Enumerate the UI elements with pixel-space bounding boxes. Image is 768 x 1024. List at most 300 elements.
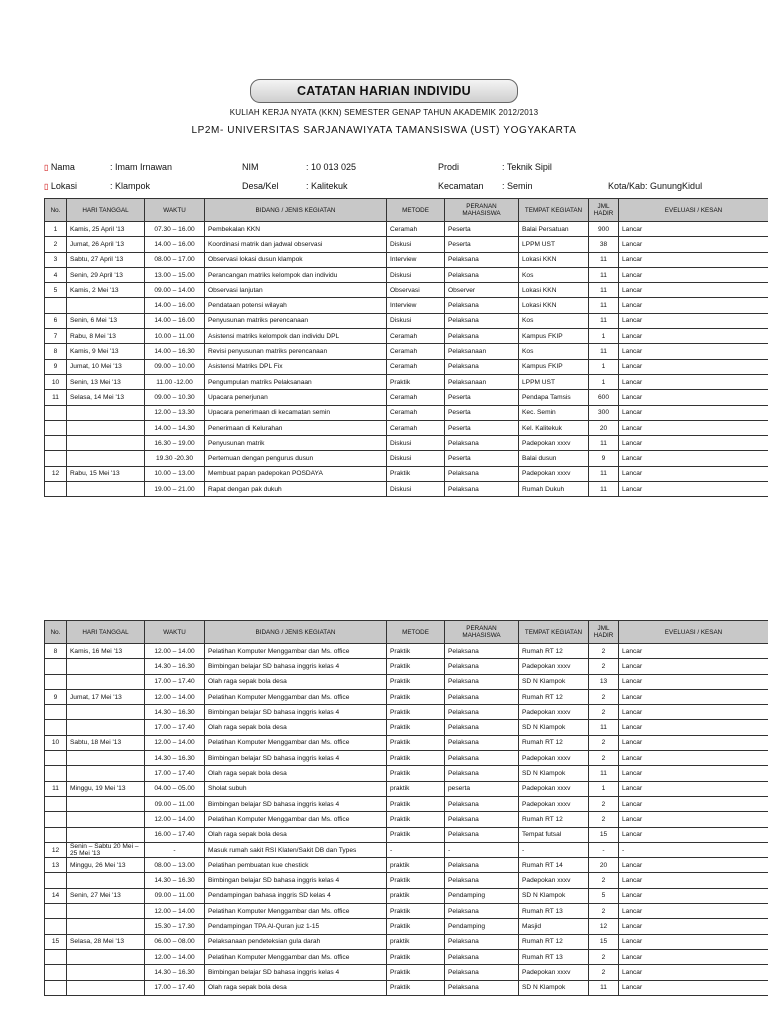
nama-value: : Imam Irnawan (110, 162, 173, 172)
table-row (45, 420, 768, 435)
cell-waktu: 12.00 – 13.30 (145, 405, 205, 420)
table-row (45, 329, 768, 344)
cell-tempat: Kos (519, 267, 589, 282)
cell-kegiatan: Pendataan potensi wilayah (205, 298, 387, 313)
cell-jml-hadir: 2 (589, 812, 619, 827)
cell-evaluasi: Lancar (619, 344, 768, 359)
cell-kegiatan: Asistensi matriks kelompok dan individu DPL (205, 329, 387, 344)
cell-tempat: Kel. Kalitekuk (519, 420, 589, 435)
cell-waktu: 14.30 – 16.30 (145, 873, 205, 888)
cell-metode: Praktik (387, 674, 445, 689)
cell-jml-hadir: 11 (589, 298, 619, 313)
kota-label: Kota/Kab: GunungKidul (608, 181, 703, 191)
table-row (45, 965, 768, 980)
cell-peranan: Pelaksana (445, 934, 519, 949)
header-hari-tanggal: HARI TANGGAL (67, 621, 145, 644)
cell-peranan: Peserta (445, 237, 519, 252)
cell-no: 12 (45, 466, 67, 481)
cell-jml-hadir: 2 (589, 659, 619, 674)
cell-peranan: Pelaksana (445, 766, 519, 781)
cell-waktu: 08.00 – 17.00 (145, 252, 205, 267)
cell-no: 9 (45, 689, 67, 704)
cell-evaluasi: Lancar (619, 237, 768, 252)
table-row (45, 705, 768, 720)
cell-waktu: 17.00 – 17.40 (145, 720, 205, 735)
cell-peranan: Peserta (445, 420, 519, 435)
cell-kegiatan: Masuk rumah sakit RSI Klaten/Sakit DB dan Types (205, 842, 387, 857)
cell-hari-tanggal (67, 827, 145, 842)
cell-evaluasi: Lancar (619, 405, 768, 420)
cell-jml-hadir: 11 (589, 267, 619, 282)
cell-kegiatan: Pendampingan TPA Al-Quran juz 1-15 (205, 919, 387, 934)
table-header-row (45, 621, 768, 644)
cell-peranan: Pendamping (445, 888, 519, 903)
cell-metode: Diskusi (387, 436, 445, 451)
cell-tempat: Rumah RT 12 (519, 812, 589, 827)
cell-evaluasi: Lancar (619, 705, 768, 720)
lokasi-value: : Klampok (110, 181, 151, 191)
cell-evaluasi: Lancar (619, 873, 768, 888)
cell-hari-tanggal: Selasa, 14 Mei '13 (67, 390, 145, 405)
table-row (45, 842, 768, 857)
cell-peranan: Pelaksana (445, 252, 519, 267)
cell-no (45, 705, 67, 720)
cell-no (45, 873, 67, 888)
cell-no (45, 298, 67, 313)
cell-tempat: Padepokan xxxv (519, 873, 589, 888)
cell-jml-hadir: 13 (589, 674, 619, 689)
cell-kegiatan: Olah raga sepak bola desa (205, 827, 387, 842)
cell-no: 9 (45, 359, 67, 374)
cell-peranan: Pelaksana (445, 858, 519, 873)
cell-jml-hadir: 11 (589, 313, 619, 328)
cell-jml-hadir: 11 (589, 980, 619, 995)
cell-tempat: Rumah RT 12 (519, 689, 589, 704)
cell-peranan: Pelaksana (445, 705, 519, 720)
cell-jml-hadir: 38 (589, 237, 619, 252)
cell-peranan: Pelaksana (445, 436, 519, 451)
cell-kegiatan: Revisi penyusunan matriks perencanaan (205, 344, 387, 359)
cell-waktu: 08.00 – 13.00 (145, 858, 205, 873)
cell-tempat: Rumah Dukuh (519, 482, 589, 497)
table-row (45, 720, 768, 735)
cell-waktu: 10.00 – 11.00 (145, 329, 205, 344)
table-row (45, 222, 768, 237)
cell-no (45, 720, 67, 735)
cell-metode: Ceramah (387, 359, 445, 374)
cell-kegiatan: Pengumpulan matriks Pelaksanaan (205, 374, 387, 389)
table-row (45, 934, 768, 949)
cell-jml-hadir: 9 (589, 451, 619, 466)
cell-jml-hadir: 300 (589, 405, 619, 420)
cell-hari-tanggal: Senin, 6 Mei '13 (67, 313, 145, 328)
cell-no (45, 919, 67, 934)
cell-tempat: Masjid (519, 919, 589, 934)
cell-peranan: peserta (445, 781, 519, 796)
cell-kegiatan: Penyusunan matrik (205, 436, 387, 451)
cell-peranan: Observer (445, 283, 519, 298)
cell-metode: Diskusi (387, 451, 445, 466)
header-evaluasi: EVELUASI / KESAN (619, 199, 768, 222)
cell-tempat: SD N Klampok (519, 766, 589, 781)
cell-waktu: 14.00 – 16.00 (145, 298, 205, 313)
table-row (45, 812, 768, 827)
cell-metode: Ceramah (387, 344, 445, 359)
cell-metode: Praktik (387, 980, 445, 995)
cell-evaluasi: Lancar (619, 436, 768, 451)
cell-peranan: Pelaksana (445, 267, 519, 282)
nama-label-group (44, 162, 75, 172)
cell-peranan: Peserta (445, 222, 519, 237)
cell-no (45, 827, 67, 842)
cell-waktu: 11.00 -12.00 (145, 374, 205, 389)
header-waktu: WAKTU (145, 199, 205, 222)
cell-hari-tanggal (67, 298, 145, 313)
cell-tempat: Tempat futsal (519, 827, 589, 842)
cell-kegiatan: Pembekalan KKN (205, 222, 387, 237)
cell-metode: Ceramah (387, 405, 445, 420)
cell-hari-tanggal (67, 949, 145, 964)
cell-peranan: Pelaksanaan (445, 374, 519, 389)
subtitle-institution: LP2M- UNIVERSITAS SARJANAWIYATA TAMANSISWA (UST) YOGYAKARTA (191, 125, 577, 136)
header-tempat: TEMPAT KEGIATAN (519, 621, 589, 644)
cell-tempat: Lokasi KKN (519, 298, 589, 313)
cell-jml-hadir: 5 (589, 888, 619, 903)
cell-waktu: 14.00 – 14.30 (145, 420, 205, 435)
cell-kegiatan: Bimbingan belajar SD bahasa inggris kelas 4 (205, 796, 387, 811)
cell-waktu: 14.30 – 16.30 (145, 965, 205, 980)
cell-no (45, 405, 67, 420)
table-row (45, 689, 768, 704)
cell-evaluasi: Lancar (619, 222, 768, 237)
header-hari-tanggal: HARI TANGGAL (67, 199, 145, 222)
cell-tempat: Rumah RT 12 (519, 934, 589, 949)
cell-kegiatan: Pelatihan Komputer Menggambar dan Ms. office (205, 735, 387, 750)
cell-no: 11 (45, 390, 67, 405)
cell-waktu: 14.30 – 16.30 (145, 705, 205, 720)
cell-peranan: Pelaksana (445, 298, 519, 313)
cell-waktu: 09.00 – 11.00 (145, 796, 205, 811)
cell-jml-hadir: 11 (589, 252, 619, 267)
cell-hari-tanggal (67, 659, 145, 674)
cell-tempat: Padepokan xxxv (519, 781, 589, 796)
table-row (45, 283, 768, 298)
cell-tempat: SD N Klampok (519, 674, 589, 689)
cell-peranan: Pelaksanaan (445, 344, 519, 359)
header-no: No. (45, 199, 67, 222)
cell-metode: Praktik (387, 659, 445, 674)
kecamatan-label: Kecamatan (438, 181, 484, 191)
cell-kegiatan: Olah raga sepak bola desa (205, 674, 387, 689)
cell-jml-hadir: 1 (589, 329, 619, 344)
cell-tempat: Lokasi KKN (519, 283, 589, 298)
cell-evaluasi: Lancar (619, 858, 768, 873)
cell-tempat: LPPM UST (519, 237, 589, 252)
cell-kegiatan: Pelatihan Komputer Menggambar dan Ms. office (205, 949, 387, 964)
cell-evaluasi: Lancar (619, 252, 768, 267)
cell-kegiatan: Bimbingan belajar SD bahasa inggris kelas 4 (205, 751, 387, 766)
nim-value: : 10 013 025 (306, 162, 357, 172)
prodi-value: : Teknik Sipil (502, 162, 552, 172)
cell-metode: Praktik (387, 766, 445, 781)
cell-kegiatan: Pelatihan Komputer Menggambar dan Ms. office (205, 644, 387, 659)
cell-jml-hadir: 20 (589, 858, 619, 873)
cell-peranan: Pelaksana (445, 689, 519, 704)
cell-hari-tanggal (67, 766, 145, 781)
cell-kegiatan: Membuat papan padepokan POSDAYA (205, 466, 387, 481)
cell-hari-tanggal (67, 796, 145, 811)
cell-evaluasi: Lancar (619, 689, 768, 704)
cell-metode: Ceramah (387, 222, 445, 237)
cell-kegiatan: Pelatihan Komputer Menggambar dan Ms. office (205, 812, 387, 827)
cell-jml-hadir: 11 (589, 436, 619, 451)
table-row (45, 827, 768, 842)
table-row (45, 313, 768, 328)
cell-evaluasi: Lancar (619, 674, 768, 689)
cell-metode: Praktik (387, 919, 445, 934)
cell-waktu: 04.00 – 05.00 (145, 781, 205, 796)
cell-jml-hadir: 15 (589, 934, 619, 949)
cell-evaluasi: Lancar (619, 644, 768, 659)
cell-jml-hadir: 20 (589, 420, 619, 435)
cell-waktu: 16.30 – 19.00 (145, 436, 205, 451)
cell-tempat: SD N Klampok (519, 888, 589, 903)
kecamatan-value: : Semin (502, 181, 533, 191)
cell-metode: - (387, 842, 445, 857)
cell-no: 1 (45, 222, 67, 237)
cell-jml-hadir: 2 (589, 644, 619, 659)
cell-kegiatan: Bimbingan belajar SD bahasa inggris kelas 4 (205, 705, 387, 720)
cell-waktu: 19.00 – 21.00 (145, 482, 205, 497)
cell-kegiatan: Pelatihan pembuatan kue chestick (205, 858, 387, 873)
cell-hari-tanggal: Kamis, 25 April '13 (67, 222, 145, 237)
cell-metode: praktik (387, 888, 445, 903)
header-jml-hadir: JML HADIR (589, 199, 619, 222)
cell-metode: Praktik (387, 949, 445, 964)
cell-peranan: Pelaksana (445, 329, 519, 344)
cell-no (45, 796, 67, 811)
header-no: No. (45, 621, 67, 644)
cell-tempat: Rumah RT 14 (519, 858, 589, 873)
cell-evaluasi: Lancar (619, 720, 768, 735)
cell-peranan: - (445, 842, 519, 857)
cell-jml-hadir: 11 (589, 344, 619, 359)
lokasi-label: Lokasi (50, 181, 77, 191)
cell-no (45, 420, 67, 435)
cell-peranan: Pelaksana (445, 735, 519, 750)
cell-evaluasi: Lancar (619, 812, 768, 827)
cell-waktu: 09.00 – 10.00 (145, 359, 205, 374)
cell-tempat: Kos (519, 344, 589, 359)
cell-metode: Ceramah (387, 329, 445, 344)
table-row (45, 904, 768, 919)
cell-kegiatan: Sholat subuh (205, 781, 387, 796)
cell-evaluasi: Lancar (619, 359, 768, 374)
cell-metode: Praktik (387, 466, 445, 481)
table-row (45, 298, 768, 313)
cell-metode: praktik (387, 934, 445, 949)
cell-jml-hadir: 2 (589, 735, 619, 750)
header-kegiatan: BIDANG / JENIS KEGIATAN (205, 621, 387, 644)
cell-hari-tanggal (67, 720, 145, 735)
cell-peranan: Pelaksana (445, 659, 519, 674)
cell-metode: praktik (387, 858, 445, 873)
cell-waktu: 12.00 – 14.00 (145, 949, 205, 964)
cell-hari-tanggal (67, 451, 145, 466)
cell-evaluasi: Lancar (619, 888, 768, 903)
cell-waktu: 10.00 – 13.00 (145, 466, 205, 481)
cell-evaluasi: Lancar (619, 313, 768, 328)
cell-waktu: 13.00 – 15.00 (145, 267, 205, 282)
table-row (45, 359, 768, 374)
cell-no (45, 965, 67, 980)
cell-waktu: 09.00 – 14.00 (145, 283, 205, 298)
cell-no: 3 (45, 252, 67, 267)
cell-hari-tanggal: Senin, 13 Mei '13 (67, 374, 145, 389)
cell-metode: Praktik (387, 689, 445, 704)
cell-evaluasi: Lancar (619, 466, 768, 481)
cell-waktu: 15.30 – 17.30 (145, 919, 205, 934)
cell-waktu: 12.00 – 14.00 (145, 904, 205, 919)
cell-jml-hadir: 600 (589, 390, 619, 405)
header-peranan: PERANAN MAHASISWA (445, 621, 519, 644)
cell-no: 6 (45, 313, 67, 328)
header-kegiatan: BIDANG / JENIS KEGIATAN (205, 199, 387, 222)
cell-kegiatan: Pendampingan bahasa inggris SD kelas 4 (205, 888, 387, 903)
cell-jml-hadir: 1 (589, 781, 619, 796)
cell-metode: Praktik (387, 873, 445, 888)
table-row (45, 405, 768, 420)
cell-evaluasi: Lancar (619, 781, 768, 796)
cell-tempat: Lokasi KKN (519, 252, 589, 267)
cell-jml-hadir: - (589, 842, 619, 857)
header-jml-hadir: JML HADIR (589, 621, 619, 644)
cell-hari-tanggal: Kamis, 2 Mei '13 (67, 283, 145, 298)
cell-no (45, 812, 67, 827)
cell-kegiatan: Pelatihan Komputer Menggambar dan Ms. office (205, 904, 387, 919)
cell-peranan: Pendamping (445, 919, 519, 934)
cell-hari-tanggal: Kamis, 9 Mei '13 (67, 344, 145, 359)
cell-kegiatan: Penerimaan di Kelurahan (205, 420, 387, 435)
header-metode: METODE (387, 621, 445, 644)
cell-metode: Diskusi (387, 237, 445, 252)
cell-waktu: 19.30 -20.30 (145, 451, 205, 466)
cell-hari-tanggal (67, 980, 145, 995)
cell-jml-hadir: 11 (589, 283, 619, 298)
cell-peranan: Peserta (445, 451, 519, 466)
cell-tempat: Padepokan xxxv (519, 466, 589, 481)
cell-evaluasi: Lancar (619, 827, 768, 842)
cell-waktu: 17.00 – 17.40 (145, 766, 205, 781)
cell-hari-tanggal: Rabu, 15 Mei '13 (67, 466, 145, 481)
cell-hari-tanggal: Senin, 27 Mei '13 (67, 888, 145, 903)
cell-evaluasi: Lancar (619, 735, 768, 750)
table-row (45, 781, 768, 796)
cell-jml-hadir: 2 (589, 796, 619, 811)
cell-no: 5 (45, 283, 67, 298)
cell-metode: Praktik (387, 796, 445, 811)
table-row (45, 344, 768, 359)
header-peranan: PERANAN MAHASISWA (445, 199, 519, 222)
cell-tempat: LPPM UST (519, 374, 589, 389)
cell-hari-tanggal: Kamis, 16 Mei '13 (67, 644, 145, 659)
cell-jml-hadir: 1 (589, 374, 619, 389)
cell-jml-hadir: 12 (589, 919, 619, 934)
cell-kegiatan: Upacara penerimaan di kecamatan semin (205, 405, 387, 420)
activity-table-1 (44, 198, 768, 497)
cell-no: 15 (45, 934, 67, 949)
cell-tempat: SD N Klampok (519, 980, 589, 995)
table-row (45, 267, 768, 282)
cell-waktu: 06.00 – 08.00 (145, 934, 205, 949)
cell-hari-tanggal (67, 812, 145, 827)
cell-peranan: Pelaksana (445, 904, 519, 919)
cell-jml-hadir: 11 (589, 766, 619, 781)
cell-metode: Praktik (387, 827, 445, 842)
cell-no (45, 904, 67, 919)
header-waktu: WAKTU (145, 621, 205, 644)
cell-no (45, 451, 67, 466)
cell-evaluasi: Lancar (619, 329, 768, 344)
table-row (45, 980, 768, 995)
cell-evaluasi: Lancar (619, 965, 768, 980)
cell-hari-tanggal: Sabtu, 18 Mei '13 (67, 735, 145, 750)
cell-hari-tanggal (67, 873, 145, 888)
cell-tempat: Kampus FKIP (519, 359, 589, 374)
cell-metode: Praktik (387, 904, 445, 919)
table-row (45, 674, 768, 689)
cell-tempat: Padepokan xxxv (519, 796, 589, 811)
table-row (45, 949, 768, 964)
cell-hari-tanggal (67, 674, 145, 689)
cell-hari-tanggal: Selasa, 28 Mei '13 (67, 934, 145, 949)
cell-hari-tanggal (67, 904, 145, 919)
table-row (45, 858, 768, 873)
cell-metode: Praktik (387, 965, 445, 980)
cell-evaluasi: Lancar (619, 283, 768, 298)
cell-metode: Praktik (387, 751, 445, 766)
table-row (45, 466, 768, 481)
cell-metode: Diskusi (387, 267, 445, 282)
cell-evaluasi: Lancar (619, 659, 768, 674)
cell-waktu: 14.00 – 16.00 (145, 313, 205, 328)
cell-waktu: 17.00 – 17.40 (145, 674, 205, 689)
table-row (45, 873, 768, 888)
cell-metode: Praktik (387, 644, 445, 659)
cell-evaluasi: Lancar (619, 934, 768, 949)
cell-evaluasi: Lancar (619, 390, 768, 405)
cell-evaluasi: Lancar (619, 751, 768, 766)
cell-jml-hadir: 11 (589, 720, 619, 735)
cell-hari-tanggal (67, 420, 145, 435)
cell-hari-tanggal: Jumat, 10 Mei '13 (67, 359, 145, 374)
cell-metode: Ceramah (387, 390, 445, 405)
cell-evaluasi: Lancar (619, 267, 768, 282)
header-evaluasi: EVELUASI / KESAN (619, 621, 768, 644)
table-row (45, 390, 768, 405)
cell-hari-tanggal (67, 436, 145, 451)
cell-evaluasi: Lancar (619, 904, 768, 919)
cell-jml-hadir: 2 (589, 705, 619, 720)
cell-waktu: 07.30 – 16.00 (145, 222, 205, 237)
table-row (45, 436, 768, 451)
cell-hari-tanggal: Jumat, 17 Mei '13 (67, 689, 145, 704)
cell-tempat: - (519, 842, 589, 857)
cell-waktu: 12.00 – 14.00 (145, 735, 205, 750)
cell-peranan: Peserta (445, 390, 519, 405)
cell-jml-hadir: 15 (589, 827, 619, 842)
cell-metode: Observasi (387, 283, 445, 298)
